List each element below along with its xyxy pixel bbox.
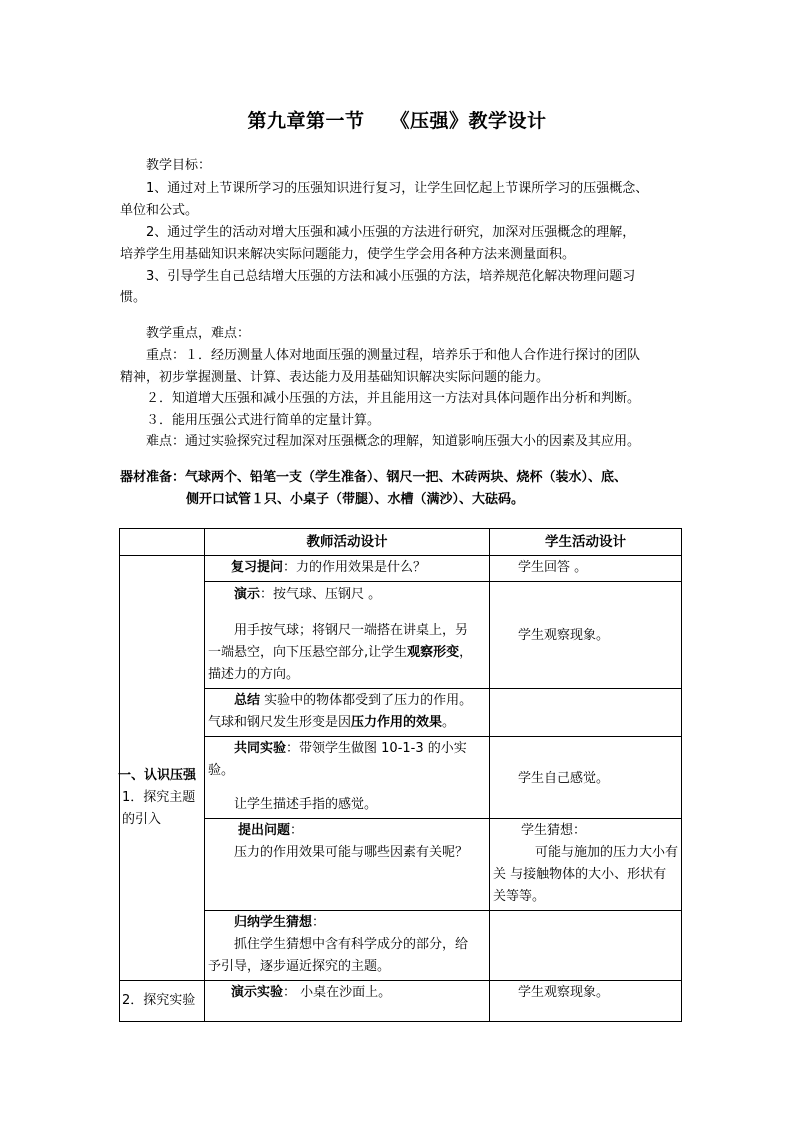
section-2-sub: 2．探究实验: [122, 993, 196, 1008]
summary-end: 。: [442, 715, 456, 730]
induce-text-2: 予引导，逐步逼近探究的主题。: [208, 959, 391, 974]
demo-detail-2: 一端悬空，向下压悬空部分,让学生: [208, 645, 408, 660]
review-cell: [205, 556, 490, 582]
summary-label: 总结: [234, 693, 261, 708]
review-label: 复习提问: [231, 560, 284, 575]
question-student-3: 关 与接触物体的大小、形状有: [493, 867, 667, 882]
question-label: 提出问题: [238, 823, 291, 838]
keys-heading: 教学重点，难点：: [146, 326, 251, 341]
summary-text-1: 实验中的物体都受到了压力的作用。: [260, 693, 473, 708]
question-student-1: 学生猜想：: [521, 823, 587, 838]
page-title: [0, 106, 794, 133]
induce-student-cell: [490, 911, 682, 981]
table-row: [120, 689, 682, 737]
question-colon: ：: [290, 823, 304, 838]
demo-student-cell: [490, 582, 682, 689]
header-student: 学生活动设计: [490, 529, 682, 556]
table-row: [120, 819, 682, 911]
section-1-cell: [120, 556, 205, 981]
demo2-cell: [205, 981, 490, 1022]
question-cell: [205, 819, 490, 911]
goal-1-line-a: 1、通过对上节课所学习的压强知识进行复习，让学生回忆起上节课所学习的压强概念、: [146, 181, 649, 196]
joint-text-3: 让学生描述手指的感觉。: [234, 797, 378, 812]
induce-colon: ：: [312, 915, 326, 930]
induce-text-1: 抓住学生猜想中含有科学成分的部分，给: [234, 937, 469, 952]
demo2-student: 学生观察现象。: [518, 985, 610, 1000]
question-student-2: 可能与施加的压力大小有: [535, 845, 679, 860]
equipment-line-2: 侧开口试管１只、小桌子（带腿）、水槽（满沙）、大砝码。: [186, 492, 525, 507]
section-2-cell: [120, 981, 205, 1022]
header-blank: [120, 529, 205, 556]
demo2-student-cell: [490, 981, 682, 1022]
demo-detail-1: 用手按气球；将钢尺一端搭在讲桌上，另: [234, 623, 469, 638]
demo-detail-4: 描述力的方向。: [208, 667, 300, 682]
goal-1-line-b: 单位和公式。: [120, 203, 199, 218]
question-student-cell: [490, 819, 682, 911]
goal-3-line-b: 惯。: [120, 290, 147, 305]
joint-text-1: ：带领学生做图 10-1-3 的小实: [286, 741, 467, 756]
goals-heading: 教学目标：: [146, 158, 212, 173]
table-row: [120, 556, 682, 582]
goal-2-line-b: 培养学生用基础知识来解决实际问题能力，使学生学会用各种方法来测量面积。: [120, 247, 576, 262]
induce-label: 归纳学生猜想: [234, 915, 313, 930]
joint-label: 共同实验: [234, 741, 287, 756]
header-teacher: 教师活动设计: [205, 529, 490, 556]
section-1-sub: 1．探究主题的引入: [122, 790, 196, 827]
demo-detail-bold: 观察形变: [407, 645, 460, 660]
key-1-line-b: 精神，初步掌握测量、计算、表达能力及用基础知识解决实际问题的能力。: [120, 370, 550, 385]
equipment-line-1: 器材准备：气球两个、铅笔一支（学生准备）、钢尺一把、木砖两块、烧杯（装水）、底、: [120, 470, 628, 485]
joint-student: 学生自己感觉。: [518, 770, 610, 786]
joint-student-cell: [490, 737, 682, 819]
summary-text-2: 气球和钢尺发生形变是因: [208, 715, 352, 730]
key-2: ２．知道增大压强和减小压强的方法，并且能用这一方法对具体问题作出分析和判断。: [146, 391, 641, 406]
joint-cell: [205, 737, 490, 819]
goal-2-line-a: 2、通过学生的活动对增大压强和减小压强的方法进行研究，加深对压强概念的理解，: [146, 225, 636, 240]
table-row: [120, 911, 682, 981]
table-header-row: [120, 529, 682, 556]
section-1-title: 一、认识压强: [118, 768, 197, 783]
demo-text: ：按气球、压钢尺 。: [260, 587, 382, 602]
key-1-line-a: 重点：１．经历测量人体对地面压强的测量过程，培养乐于和他人合作进行探讨的团队: [146, 348, 641, 363]
summary-bold: 压力作用的效果: [351, 715, 443, 730]
demo-label: 演示: [234, 587, 261, 602]
review-student-cell: [490, 556, 682, 582]
lesson-table: [119, 528, 682, 1022]
demo-student: 学生观察现象。: [518, 628, 610, 643]
demo-cell: [205, 582, 490, 689]
key-3: ３．能用压强公式进行简单的定量计算。: [146, 413, 381, 428]
summary-student-cell: [490, 689, 682, 737]
title-chapter: 第九章第一节: [247, 110, 365, 132]
title-topic: 《压强》教学设计: [390, 110, 547, 132]
demo-detail-3: ，: [459, 645, 473, 660]
review-text: ：力的作用效果是什么？: [283, 560, 427, 575]
demo2-text: ： 小桌在沙面上。: [283, 985, 392, 1000]
summary-cell: [205, 689, 490, 737]
goal-3-line-a: 3、引导学生自己总结增大压强的方法和减小压强的方法，培养规范化解决物理问题习: [146, 269, 636, 284]
question-student-4: 关等等。: [493, 889, 546, 904]
review-student: 学生回答 。: [518, 560, 588, 575]
induce-cell: [205, 911, 490, 981]
table-row: [120, 981, 682, 1022]
difficulty: 难点：通过实验探究过程加深对压强概念的理解，知道影响压强大小的因素及其应用。: [146, 434, 641, 449]
demo2-label: 演示实验: [231, 985, 284, 1000]
table-row: [120, 737, 682, 819]
joint-text-2: 验。: [208, 763, 235, 778]
question-text: 压力的作用效果可能与哪些因素有关呢？: [234, 845, 469, 860]
table-row: [120, 582, 682, 689]
